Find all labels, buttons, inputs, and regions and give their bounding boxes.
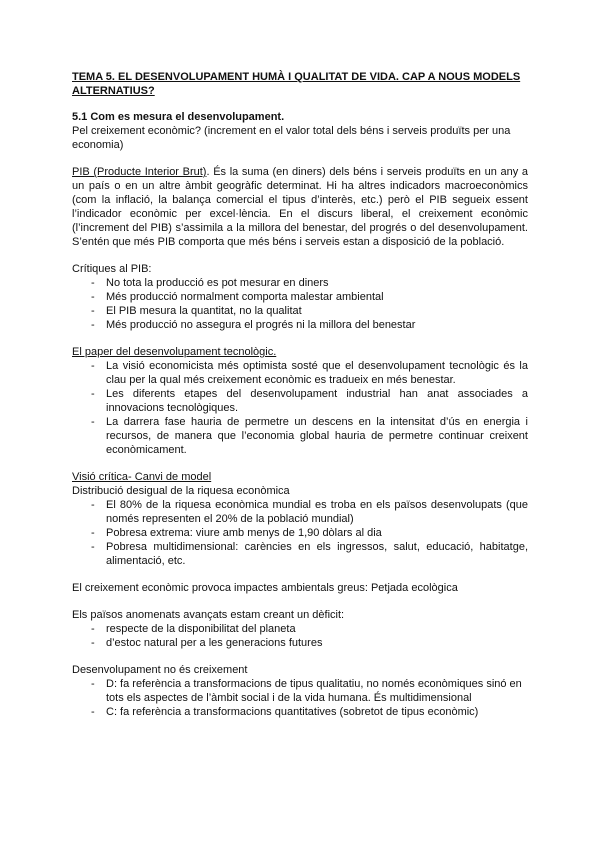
list-item: - El PIB mesura la quantitat, no la qualitat [72, 304, 528, 318]
pib-paragraph [72, 165, 528, 249]
list-item: - El 80% de la riquesa econòmica mundial es troba en els països desenvolupats (que només representen el 20% de la població mundial) [72, 498, 528, 526]
tech-heading: El paper del desenvolupament tecnològic. [72, 346, 277, 358]
pib-text: . És la suma (en diners) dels béns i serveis produïts en un any a un país o en un altre àmbit geogràfic determinat. Hi ha altres indicadors macroeconòmics (com la inflació, la balança comercial el tipus d’interès, etc.) però el PIB segueix essent l’indicador econòmic per excel·lència. En el discurs liberal, el creixement econòmic (l’increment del PIB) s’assimila a la millora del benestar, del progrés o del desenvolupament. S’entén que més PIB comporta que més béns i serveis estan a disposició de la població. [72, 166, 528, 248]
list-item: - La visió economicista més optimista sosté que el desenvolupament tecnològic és la clau per la qual més creixement econòmic es tradueix en més benestar. [72, 359, 528, 387]
document-page [72, 70, 528, 719]
document-title: TEMA 5. EL DESENVOLUPAMENT HUMÀ I QUALITAT DE VIDA. CAP A NOUS MODELS ALTERNATIUS? [72, 71, 521, 97]
list-item: - La darrera fase hauria de permetre un descens en la intensitat d’ús en energia i recursos, de manera que l’economia global hauria de permetre continuar creixent econòmicament. [72, 415, 528, 457]
list-item: - Més producció normalment comporta malestar ambiental [72, 290, 528, 304]
critical-heading: Visió crítica- Canvi de model [72, 471, 212, 483]
critiques-list [72, 276, 528, 332]
critical-subheading: Distribució desigual de la riquesa econòmica [72, 485, 290, 497]
list-item: - respecte de la disponibilitat del planeta [72, 622, 528, 636]
deficit-list [72, 622, 528, 650]
tech-list [72, 359, 528, 457]
list-item: - Pobresa extrema: viure amb menys de 1,90 dòlars al dia [72, 526, 528, 540]
intro-paragraph: Pel creixement econòmic? (increment en el valor total dels béns i serveis produïts per una economia) [72, 125, 511, 151]
section-heading: 5.1 Com es mesura el desenvolupament. [72, 111, 285, 123]
pib-term: PIB (Producte Interior Brut) [72, 166, 207, 178]
critical-list [72, 498, 528, 568]
list-item: - d’estoc natural per a les generacions futures [72, 636, 528, 650]
dev-list [72, 677, 528, 719]
list-item: - C: fa referència a transformacions quantitatives (sobretot de tipus econòmic) [72, 705, 528, 719]
dev-heading: Desenvolupament no és creixement [72, 664, 248, 676]
list-item: - No tota la producció es pot mesurar en diners [72, 276, 528, 290]
list-item: - Més producció no assegura el progrés ni la millora del benestar [72, 318, 528, 332]
deficit-heading: Els països anomenats avançats estam creant un dèficit: [72, 609, 345, 621]
list-item: - Les diferents etapes del desenvolupament industrial han anat associades a innovacions tecnològiques. [72, 387, 528, 415]
list-item: - D: fa referència a transformacions de tipus qualitatiu, no només econòmiques sinó en tots els aspectes de l’àmbit social i de la vida humana. És multidimensional [72, 677, 528, 705]
critiques-heading: Crítiques al PIB: [72, 263, 152, 275]
impacts-paragraph: El creixement econòmic provoca impactes ambientals greus: Petjada ecològica [72, 582, 458, 594]
list-item: - Pobresa multidimensional: carències en els ingressos, salut, educació, habitatge, alimentació, etc. [72, 540, 528, 568]
